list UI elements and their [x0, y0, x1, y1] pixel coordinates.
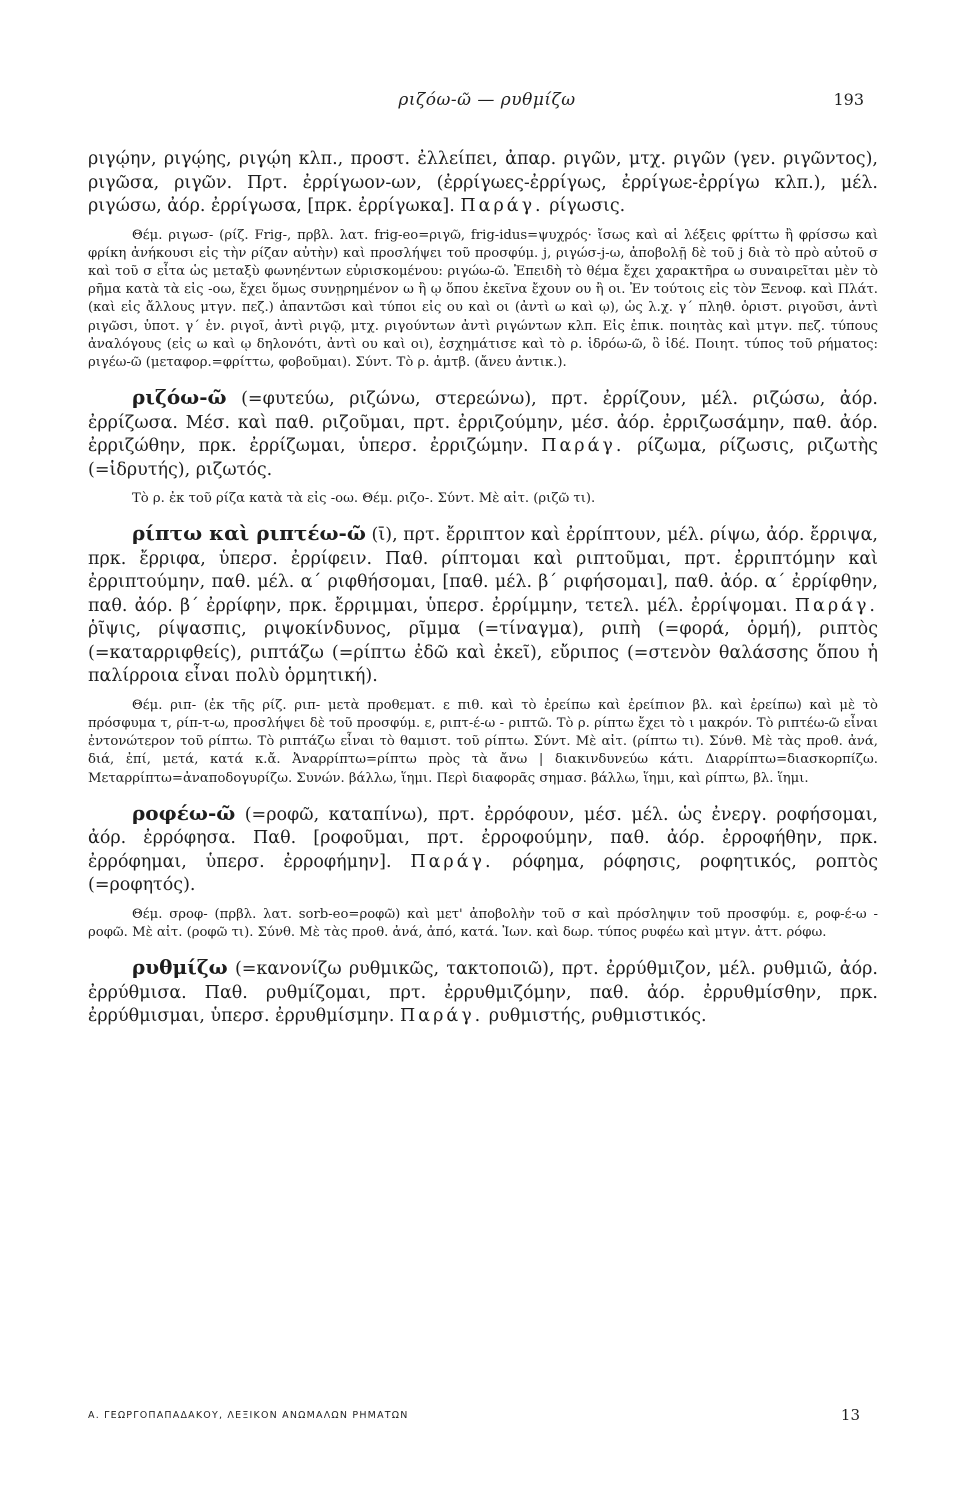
entry-text: (=κανονίζω ρυθμικῶς, τακτοποιῶ), πρτ. ἐρρύθμιζον, μέλ. ρυθμιῶ, ἀόρ. ἐρρύθμισα. Παθ. ρυθμίζομαι, πρτ. ἐρρυθμιζόμην, παθ. ἀόρ. ἐρρυθμίσθην, πρκ. ἐρρύθμισμαι, ὑπερσ. ἐρρυθμίσμην.	[88, 959, 878, 1027]
derivatives-label: Παράγ.	[541, 436, 625, 457]
derivatives-text: ῥῖψις, ρίψασπις, ριψοκίνδυνος, ρῖμμα (=τίναγμα), ριπὴ (=φορά, ὁρμή), ριπτὸς (=καταρριφθείς), ριπτάζω (=ρίπτω ἐδῶ καὶ ἐκεῖ), εὔριπος (=στενὸν θαλάσσης ὅπου ἡ παλίρροια εἶναι πολὺ ὁρμητική).	[88, 619, 878, 687]
entry-continuation	[88, 148, 878, 219]
page-footer	[88, 1406, 878, 1426]
dictionary-entry	[88, 956, 878, 1029]
dictionary-body	[88, 148, 878, 1037]
signature-mark: 13	[840, 1406, 860, 1424]
etymology-text: Τὸ ρ. ἐκ τοῦ ρίζα κατὰ τὰ εἰς -οω. Θέμ. ριζο-. Σύντ. Μὲ αἰτ. (ριζῶ τι).	[132, 491, 596, 507]
derivatives-label: Παράγ.	[410, 851, 494, 872]
etymology-text: Θέμ. σροφ- (πρβλ. λατ. sorb-eo=ροφῶ) καὶ μετ' ἀποβολὴν τοῦ σ καὶ πρόσληψιν τοῦ προσφύμ. ε, ροφ-έ-ω - ροφῶ. Μὲ αἰτ. (ροφῶ τι). Σύνθ. Μὲ τὰς προθ. ἀνά, ἀπό, κατά. Ἰων. καὶ δωρ. τύπος ρυφέω καὶ μτγν. ἀττ. ρόφω.	[88, 906, 878, 941]
derivatives-label: Παράγ.	[460, 196, 544, 216]
running-header	[0, 90, 974, 120]
dictionary-entry	[88, 522, 878, 689]
entry-headword: ρυθμίζω	[132, 955, 228, 980]
footer-book-title: Α. ΓΕΩΡΓΟΠΑΠΑΔΑΚΟΥ, ΛΕΞΙΚΟΝ ΑΝΩΜΑΛΩΝ ΡΗΜΑΤΩΝ	[88, 1410, 409, 1421]
etymology-note	[88, 490, 878, 508]
derivatives-label: Παράγ.	[794, 595, 878, 616]
entry-text: (ῑ), πρτ. ἔρριπτον καὶ ἐρρίπτουν, μέλ. ρίψω, ἀόρ. ἔρριψα, πρκ. ἔρριφα, ὑπερσ. ἐρρίφειν. Παθ. ρίπτομαι καὶ ριπτοῦμαι, πρτ. ἐρριπτόμην καὶ ἐρριπτούμην, παθ. μέλ. α΄ ριφθήσομαι, [παθ. μέλ. β΄ ριφήσομαι], παθ. ἀόρ. α΄ ἐρρίφθην, παθ. ἀόρ. β΄ ἐρρίφην, πρκ. ἔρριμμαι, ὑπερσ. ἐρρίμμην, τετελ. μέλ. ἐρρίψομαι.	[88, 525, 878, 616]
entry-headword: ρίπτω καὶ ριπτέω-ῶ	[132, 521, 366, 546]
derivatives-label: Παράγ.	[400, 1006, 484, 1027]
running-title: ριζόω-ῶ — ρυθμίζω	[398, 90, 576, 110]
dictionary-entry	[88, 386, 878, 482]
entry-text: ριγῴην, ριγῴης, ριγῴη κλπ., προστ. ἐλλείπει, ἀπαρ. ριγῶν, μτχ. ριγῶν (γεν. ριγῶντος), ριγῶσα, ριγῶν. Πρτ. ἐρρίγωον-ων, (ἐρρίγωες-ἐρρίγως, ἐρρίγωε-ἐρρίγω κλπ.), μέλ. ριγώσω, ἀόρ. ἐρρίγωσα, [πρκ. ἐρρίγωκα].	[88, 149, 878, 216]
derivatives-text: ρόφημα, ρόφησις, ροφητικός, ροπτὸς (=ροφητός).	[88, 851, 878, 896]
entry-text: (=φυτεύω, ριζώνω, στερεώνω), πρτ. ἐρρίζουν, μέλ. ριζώσω, ἀόρ. ἐρρίζωσα. Μέσ. καὶ παθ. ριζοῦμαι, πρτ. ἐρριζούμην, μέσ. ἀόρ. ἐρριζωσάμην, παθ. ἀόρ. ἐρριζώθην, πρκ. ἐρρίζωμαι, ὑπερσ. ἐρριζώμην.	[88, 389, 878, 457]
entry-headword: ροφέω-ῶ	[132, 800, 236, 825]
page-number: 193	[833, 90, 864, 109]
etymology-note	[88, 906, 878, 942]
etymology-text: Θέμ. ριπ- (ἐκ τῆς ρίζ. ριπ- μετὰ προθεματ. ε πιθ. καὶ τὸ ἐρείπω καὶ ἐρείπιον βλ. καὶ ἐρείπω) καὶ μὲ τὸ πρόσφυμα τ, ρίπ-τ-ω, προσλήψει δὲ τοῦ προσφύμ. ε, ριπτ-έ-ω - ριπτῶ. Τὸ ρ. ρίπτω ἔχει τὸ ι μακρόν. Τὸ ριπτέω-ῶ εἶναι ἐντονώτερον τοῦ ρίπτω. Τὸ ριπτάζω εἶναι τὸ θαμιστ. τοῦ ρίπτω. Σύντ. Μὲ αἰτ. (ρίπτω τι). Σύνθ. Μὲ τὰς προθ. ἀνά, διά, ἐπί, μετά, κατά κ.ἄ. Ἀναρρίπτω=ρίπτω πρὸς τὰ ἄνω | διακινδυνεύω κάτι. Διαρρίπτω=διασκορπίζω. Μεταρρίπτω=ἀναποδογυρίζω. Συνών. βάλλω, ἵημι. Περὶ διαφορᾶς σημασ. βάλλω, ἵημι, καὶ ρίπτω, βλ. ἵημι.	[88, 697, 878, 786]
entry-headword: ριζόω-ῶ	[132, 385, 227, 410]
derivatives-text: ρίγωσις.	[543, 196, 626, 216]
derivatives-text: ρίζωμα, ρίζωσις, ριζωτὴς (=ἱδρυτής), ριζωτός.	[88, 436, 878, 480]
etymology-note	[88, 697, 878, 788]
derivatives-text: ρυθμιστής, ρυθμιστικός.	[483, 1006, 707, 1027]
dictionary-entry	[88, 802, 878, 898]
etymology-text: Θέμ. ριγωσ- (ρίζ. Frig-, πρβλ. λατ. frig-eo=ριγῶ, frig-idus=ψυχρός· ἴσως καὶ αἱ λέξεις φρίττω ἢ φρίσσω καὶ φρίκη ἀνήκουσι εἰς τὴν ρίζαν αὐτὴν) καὶ προσλήψει τοῦ προσφύμ. j, ριγώσ-j-ω, ἀποβολῇ δὲ τοῦ j διὰ τὸ πρὸ αὐτοῦ σ καὶ τοῦ σ εἶτα ὡς μεταξὺ φωνηέντων εὑρισκομένου: ριγώω-ῶ. Ἐπειδὴ τὸ θέμα ἔχει χαρακτῆρα ω συναιρεῖται μὲν τὸ ρῆμα κατὰ τὰ εἰς -οω, ἔχει ὅμως συνῃρημένον ω ἢ ῳ ὅπου ἐκεῖνα ἔχουν ου ἢ οι. Ἐν τούτοις εἰς τὸν Ξενοφ. καὶ Πλάτ. (καὶ εἰς ἄλλους μτγν. πεζ.) ἀπαντῶσι καὶ τύποι εἰς ου καὶ οι (ἀντὶ ω καὶ ῳ), ὡς λ.χ. γ΄ πληθ. ὁριστ. ριγοῦσι, ἀντὶ ριγῶσι, ὑποτ. γ΄ ἑν. ριγοῖ, ἀντὶ ριγῷ, μτχ. ριγούντων ἀντὶ ριγώντων κλπ. Εἰς ἐπικ. ποιητὰς καὶ μτγν. πεζ. τύπους ἀναλόγους (εἰς ω καὶ ῳ δηλονότι, ἀντὶ ου καὶ οι), ἐσχημάτισε καὶ τὸ ρ. ἱδρόω-ῶ, ὃ ἰδέ. Ποιητ. τύπος τοῦ ρήματος: ριγέω-ῶ (μεταφορ.=φρίττω, φοβοῦμαι). Σύντ. Τὸ ρ. ἀμτβ. (ἄνευ ἀντικ.).	[88, 227, 878, 370]
entry-text: (=ροφῶ, καταπίνω), πρτ. ἐρρόφουν, μέσ. μέλ. ὡς ἐνεργ. ροφήσομαι, ἀόρ. ἐρρόφησα. Παθ. [ροφοῦμαι, πρτ. ἐρροφούμην, παθ. ἀόρ. ἐρροφήθην, πρκ. ἐρρόφημαι, ὑπερσ. ἐρροφήμην].	[88, 804, 878, 872]
etymology-note	[88, 227, 878, 373]
